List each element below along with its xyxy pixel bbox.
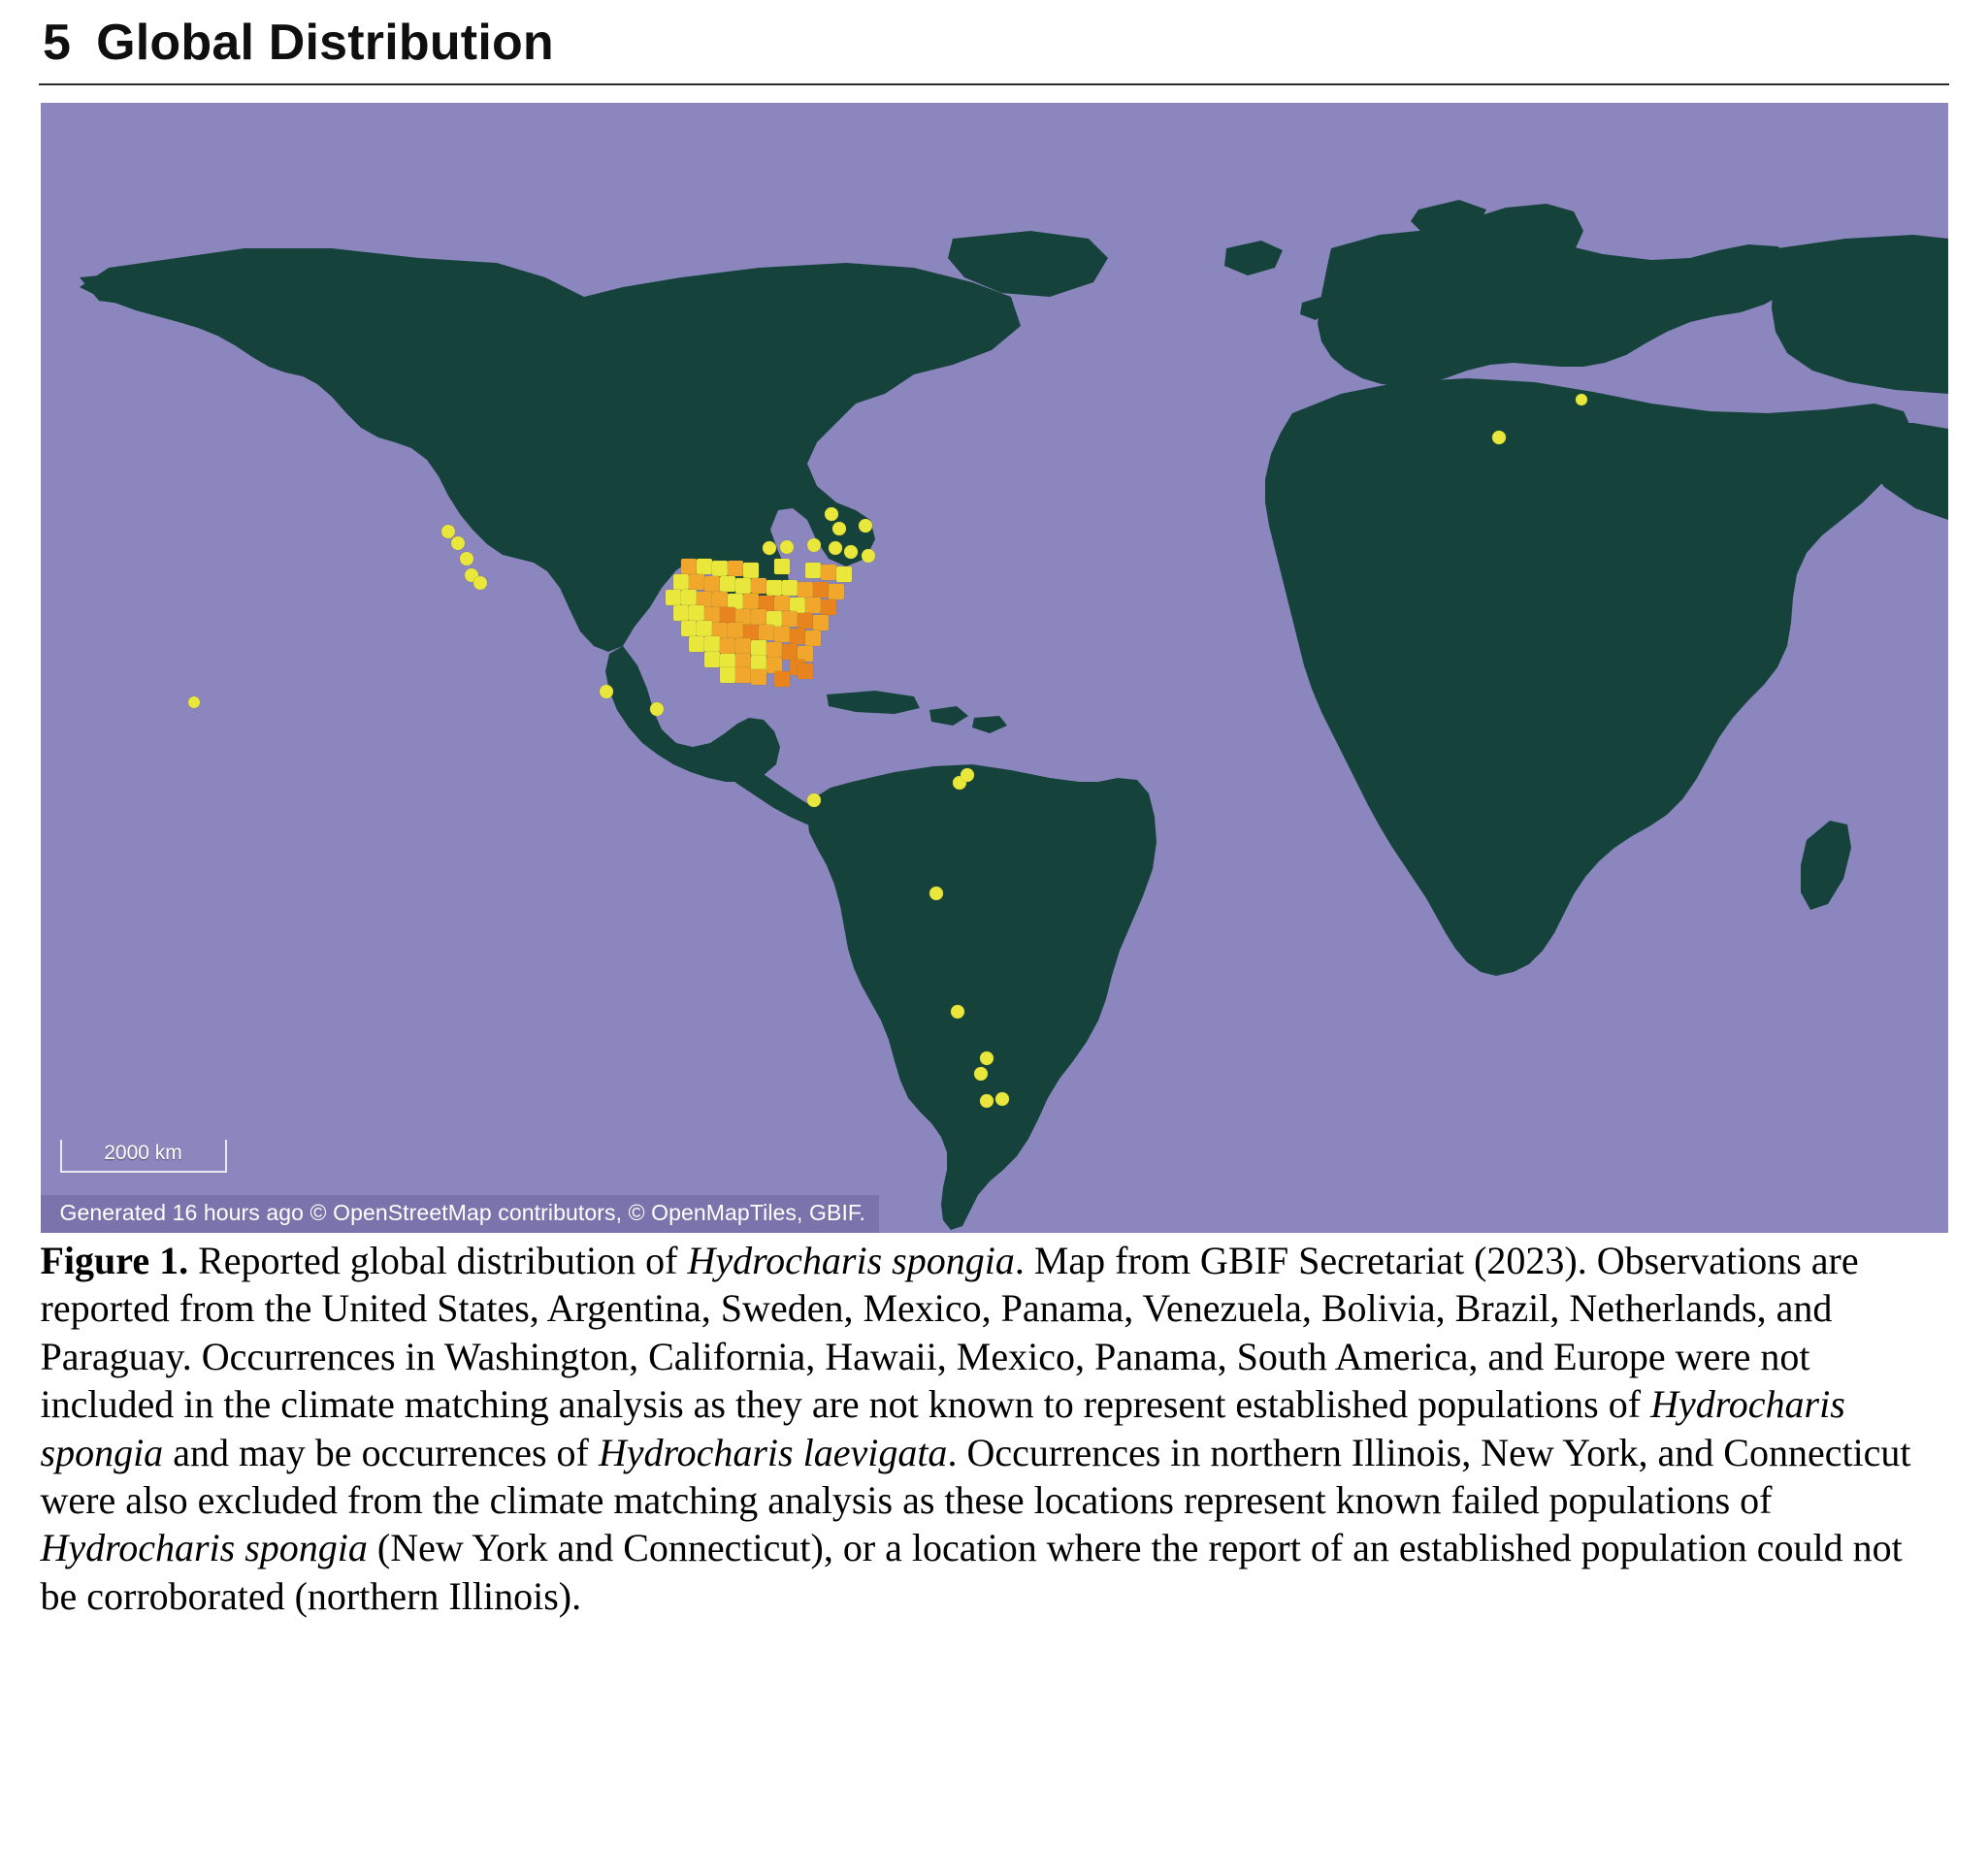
occurrence-point bbox=[798, 582, 813, 598]
occurrence-point bbox=[751, 609, 766, 625]
occurrence-point bbox=[774, 671, 790, 687]
occurrence-point bbox=[720, 576, 735, 592]
occurrence-point bbox=[798, 663, 813, 679]
heading-divider bbox=[39, 83, 1949, 85]
occurrence-point bbox=[780, 540, 794, 554]
occurrence-point bbox=[704, 652, 720, 667]
occurrence-point bbox=[862, 549, 875, 563]
occurrence-point bbox=[790, 629, 805, 644]
world-map-landmasses bbox=[41, 103, 1948, 1233]
page-title bbox=[39, 0, 1949, 83]
occurrence-point bbox=[829, 541, 842, 555]
figure-caption-label: Figure 1. bbox=[40, 1239, 189, 1282]
map-canvas[interactable] bbox=[41, 103, 1948, 1233]
occurrence-point bbox=[844, 545, 858, 559]
occurrence-point bbox=[689, 636, 704, 652]
occurrence-point bbox=[782, 644, 798, 660]
occurrence-point bbox=[832, 522, 846, 535]
occurrence-point bbox=[751, 578, 766, 594]
occurrence-point bbox=[1492, 431, 1506, 444]
occurrence-point bbox=[782, 611, 798, 627]
occurrence-point bbox=[763, 541, 776, 555]
occurrence-point bbox=[720, 667, 735, 683]
occurrence-point bbox=[929, 887, 943, 900]
occurrence-point bbox=[782, 580, 798, 596]
occurrence-point bbox=[451, 536, 465, 550]
map-scale-bar bbox=[60, 1140, 227, 1173]
occurrence-point bbox=[798, 613, 813, 629]
occurrence-point bbox=[1576, 394, 1587, 405]
occurrence-point bbox=[751, 640, 766, 656]
occurrence-point bbox=[673, 574, 689, 590]
occurrence-point bbox=[743, 563, 759, 578]
map-scale-label: 2000 km bbox=[104, 1142, 182, 1164]
occurrence-point bbox=[689, 574, 704, 590]
occurrence-point bbox=[807, 538, 821, 552]
figure-caption-text-4: . Occurrences in northern Illinois, New York, and Connecticut were also excluded from the climate matching analysis as these locations represent known failed populations of bbox=[40, 1430, 1911, 1522]
occurrence-point bbox=[766, 580, 782, 596]
occurrence-point bbox=[821, 599, 836, 615]
species-name: Hydrocharis laevigata bbox=[598, 1430, 948, 1474]
species-name: Hydrocharis spongia bbox=[687, 1239, 1015, 1282]
occurrence-point bbox=[766, 642, 782, 658]
occurrence-point bbox=[743, 594, 759, 609]
occurrence-point bbox=[697, 559, 712, 574]
occurrence-point bbox=[825, 507, 838, 521]
figure-map bbox=[41, 103, 1948, 1233]
map-attribution: Generated 16 hours ago © OpenStreetMap contributors, © OpenMapTiles, GBIF. bbox=[41, 1195, 880, 1233]
occurrence-point bbox=[759, 625, 774, 640]
figure-caption bbox=[41, 1237, 1948, 1620]
occurrence-point bbox=[735, 578, 751, 594]
occurrence-point bbox=[188, 696, 200, 708]
occurrence-point bbox=[774, 559, 790, 574]
occurrence-point bbox=[805, 563, 821, 578]
occurrence-point bbox=[666, 590, 681, 605]
figure-caption-text-2: . Map from GBIF Secretariat (2023). Observations are reported from the United States, Argentina, Sweden, Mexico, Panama, Venezuela, Bolivia, Brazil, Netherlands, and Paraguay. Occurrences in Washington, California, Hawaii, Mexico, Panama, South America, and Europe were not included in the climate matching analysis as they are not known to represent established populations of bbox=[40, 1239, 1859, 1427]
occurrence-point bbox=[689, 605, 704, 621]
occurrence-point bbox=[807, 793, 821, 807]
occurrence-point bbox=[473, 576, 487, 590]
occurrence-point bbox=[728, 623, 743, 638]
occurrence-point bbox=[720, 638, 735, 654]
occurrence-point bbox=[673, 605, 689, 621]
occurrence-point bbox=[813, 582, 829, 598]
occurrence-point bbox=[813, 615, 829, 630]
figure-caption-text-3: and may be occurrences of bbox=[163, 1430, 599, 1474]
occurrence-point bbox=[951, 1005, 964, 1018]
occurrence-point bbox=[980, 1094, 994, 1108]
occurrence-point bbox=[859, 519, 872, 533]
occurrence-point bbox=[697, 621, 712, 636]
occurrence-point bbox=[712, 561, 728, 576]
occurrence-point bbox=[974, 1067, 988, 1081]
occurrence-point bbox=[735, 638, 751, 654]
occurrence-point bbox=[829, 584, 844, 599]
occurrence-point bbox=[805, 630, 821, 646]
occurrence-point bbox=[774, 627, 790, 642]
occurrence-point bbox=[735, 667, 751, 683]
occurrence-point bbox=[704, 636, 720, 652]
occurrence-point bbox=[650, 702, 664, 716]
figure-caption-text-1: Reported global distribution of bbox=[188, 1239, 688, 1282]
occurrence-point bbox=[728, 561, 743, 576]
section-title: Global Distribution bbox=[96, 15, 554, 71]
occurrence-point bbox=[712, 592, 728, 607]
occurrence-point bbox=[460, 552, 473, 566]
occurrence-point bbox=[805, 598, 821, 613]
occurrence-point bbox=[821, 565, 836, 580]
section-number: 5 bbox=[43, 15, 72, 71]
occurrence-point bbox=[681, 559, 697, 574]
occurrence-point bbox=[961, 768, 974, 782]
occurrence-point bbox=[681, 621, 697, 636]
occurrence-point bbox=[774, 596, 790, 611]
occurrence-point bbox=[720, 607, 735, 623]
occurrence-point bbox=[836, 566, 852, 582]
occurrence-point bbox=[441, 525, 455, 538]
figure-caption-text-5: (New York and Connecticut), or a location where the report of an established population could not be corroborated (northern Illinois). bbox=[40, 1526, 1903, 1618]
occurrence-point bbox=[600, 685, 613, 698]
occurrence-point bbox=[751, 669, 766, 685]
occurrence-point bbox=[980, 1051, 994, 1065]
species-name: Hydrocharis spongia bbox=[40, 1526, 368, 1570]
occurrence-point bbox=[704, 576, 720, 592]
species-name: Hydrocharis spongia bbox=[40, 1382, 1845, 1474]
occurrence-point bbox=[995, 1092, 1009, 1106]
occurrence-point bbox=[681, 590, 697, 605]
